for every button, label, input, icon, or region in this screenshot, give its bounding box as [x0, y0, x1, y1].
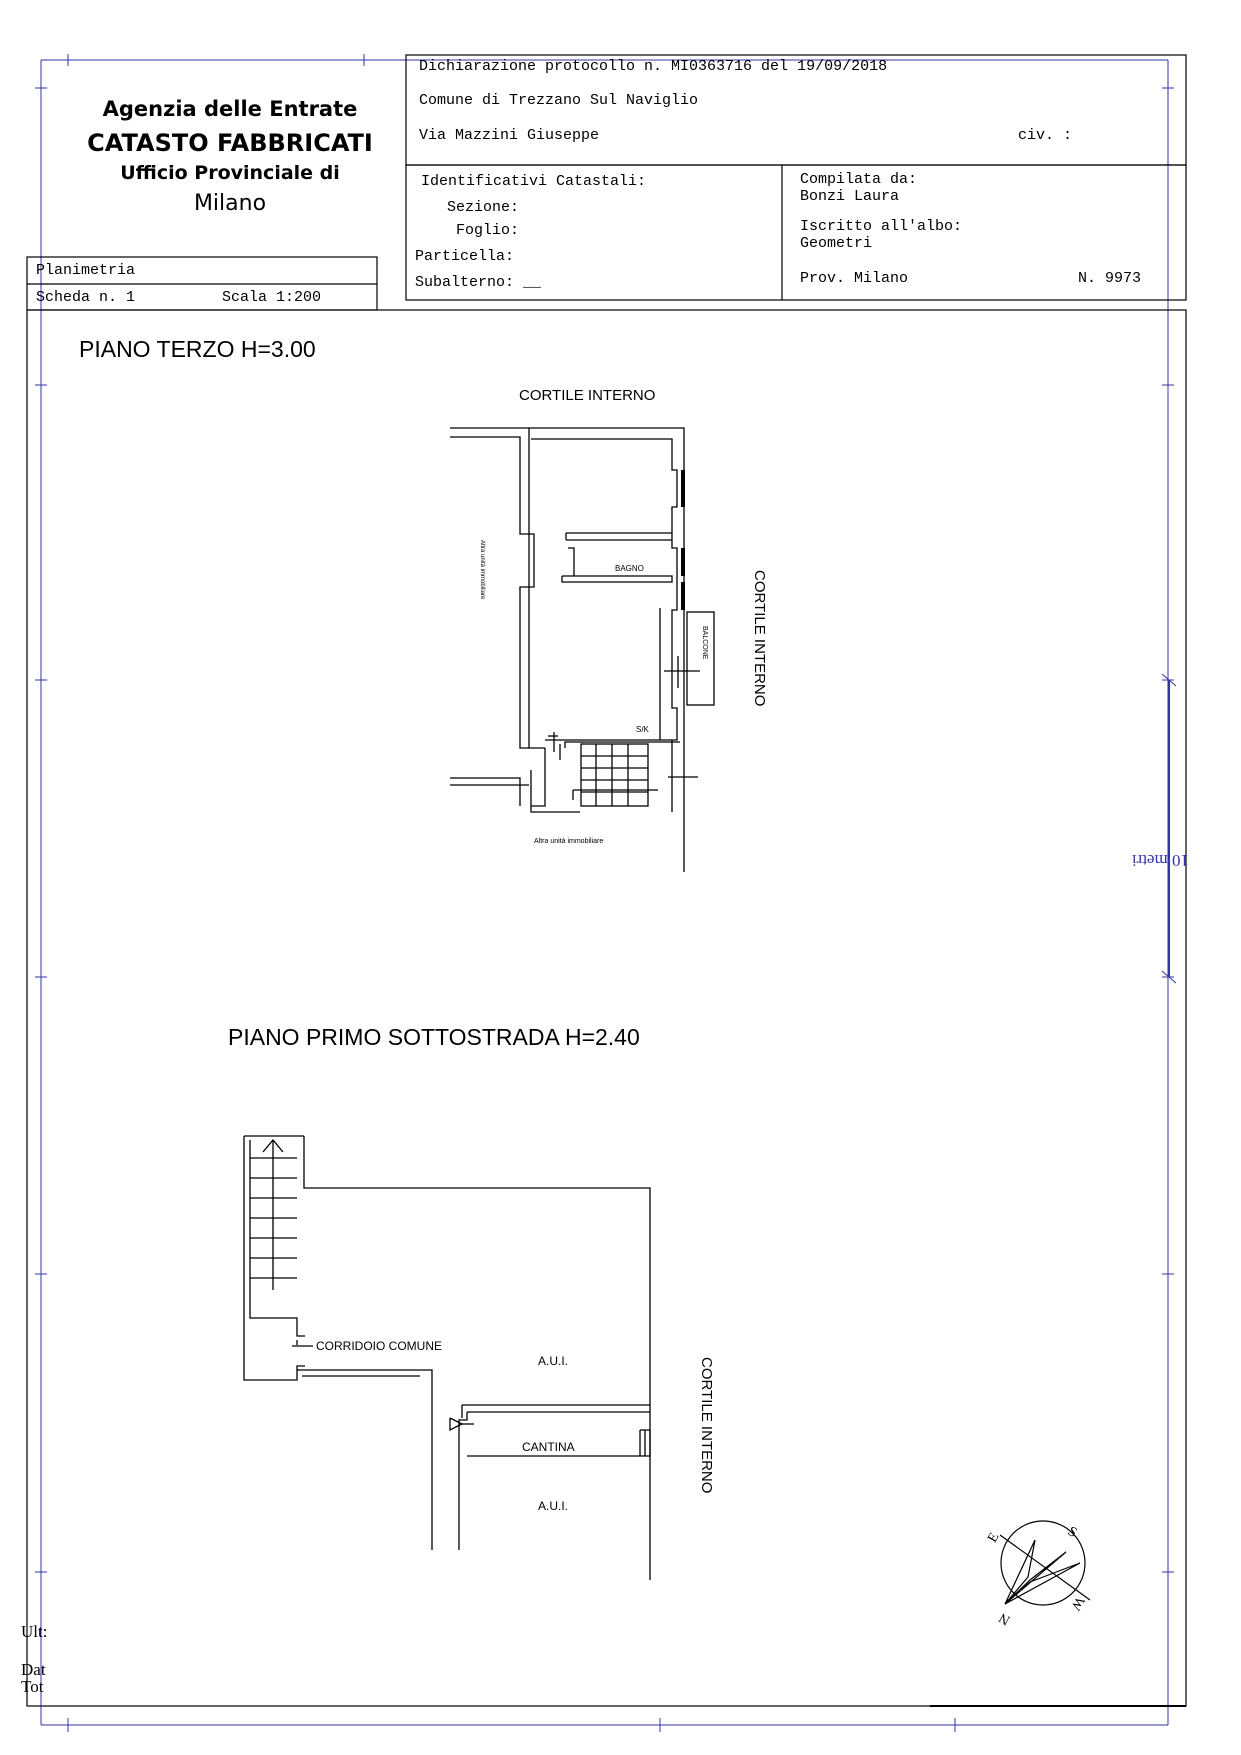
sezione-label: Sezione:: [447, 199, 520, 216]
scheda-label: Scheda n. 1: [36, 289, 136, 306]
compass-w: W: [1067, 1593, 1087, 1613]
footer-ult: Ult:: [21, 1622, 48, 1641]
agency-line-2: CATASTO FABBRICATI: [87, 129, 373, 157]
lower-floor-plan: [244, 1136, 650, 1580]
courtyard-right-label: CORTILE INTERNO: [751, 570, 768, 707]
scale-bar-label: 10 metri: [1131, 851, 1189, 870]
agency-line-1: Agenzia delle Entrate: [102, 97, 358, 121]
footer-dat: Dat: [21, 1660, 46, 1679]
foglio-label: Foglio:: [456, 222, 520, 239]
compass-n: N: [996, 1609, 1013, 1628]
balcone-label: BALCONE: [701, 626, 708, 660]
compilata-da-label: Compilata da:: [800, 171, 918, 188]
north-arrow-icon: [1000, 1521, 1090, 1605]
iscritto-label: Iscritto all'albo:: [800, 218, 963, 235]
prov-label: Prov. Milano: [800, 270, 909, 287]
bagno-label: BAGNO: [615, 564, 644, 573]
subalterno-label: Subalterno: __: [415, 274, 542, 291]
scala-label: Scala 1:200: [222, 289, 322, 306]
comune-label: Comune di Trezzano Sul Naviglio: [419, 92, 699, 109]
civ-label: civ. :: [1018, 127, 1073, 144]
compass-s: S: [1065, 1524, 1080, 1542]
cantina-label: CANTINA: [522, 1440, 575, 1454]
albo-label: Geometri: [800, 235, 873, 252]
altra-unita-bottom-label: Altra unità immobiliare: [534, 838, 604, 845]
via-label: Via Mazzini Giuseppe: [419, 127, 600, 144]
header-frame: [27, 55, 1186, 1706]
agency-line-3: Ufficio Provinciale di: [120, 162, 340, 184]
courtyard-lower-label: CORTILE INTERNO: [698, 1357, 715, 1494]
sheet-frame: [35, 54, 1176, 1732]
sk-label: S/K: [636, 725, 649, 734]
planimetria-label: Planimetria: [36, 262, 136, 279]
corridoio-label: CORRIDOIO COMUNE: [316, 1339, 442, 1353]
numero-label: N. 9973: [1078, 270, 1142, 287]
upper-floor-plan: [450, 428, 714, 872]
aui-bottom-label: A.U.I.: [538, 1499, 569, 1513]
agency-line-4: Milano: [193, 191, 267, 216]
dichiarazione-label: Dichiarazione protocollo n. MI0363716 del 19/09/2018: [419, 58, 888, 75]
compilatore-name: Bonzi Laura: [800, 188, 900, 205]
upper-plan-title: PIANO TERZO H=3.00: [79, 336, 316, 362]
footer-tot: Tot: [21, 1677, 44, 1696]
aui-top-label: A.U.I.: [538, 1354, 569, 1368]
lower-plan-title: PIANO PRIMO SOTTOSTRADA H=2.40: [228, 1024, 640, 1050]
particella-label: Particella:: [415, 248, 515, 265]
compass-e: E: [985, 1530, 1003, 1546]
identificativi-label: Identificativi Catastali:: [421, 173, 647, 190]
courtyard-top-label: CORTILE INTERNO: [519, 387, 656, 404]
altra-unita-left-label: Altra unità immobiliare: [479, 540, 485, 600]
